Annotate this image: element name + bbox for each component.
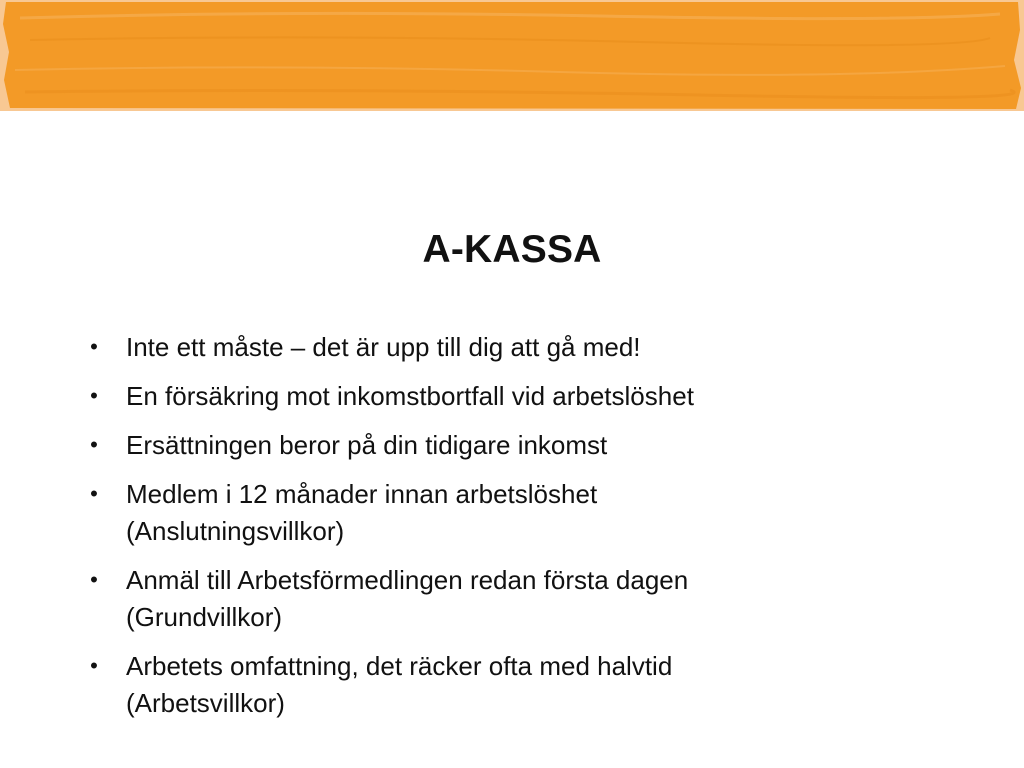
bullet-item xyxy=(0,473,886,552)
bullet-icon: • xyxy=(90,653,98,678)
bullet-text: Medlem i 12 månader innan arbetslöshet xyxy=(126,479,598,509)
bullet-text-continuation: (Arbetsvillkor) xyxy=(126,688,285,718)
bullet-item xyxy=(0,645,886,724)
bullet-text-continuation: (Grundvillkor) xyxy=(126,602,283,632)
bullet-text: Anmäl till Arbetsförmedlingen redan första dagen xyxy=(126,565,689,595)
bullet-list xyxy=(0,326,1024,731)
bullet-text: Ersättningen beror på din tidigare inkomst xyxy=(126,430,608,460)
bullet-icon: • xyxy=(90,334,98,359)
bullet-text: Inte ett måste – det är upp till dig att gå med! xyxy=(126,332,641,362)
bullet-item xyxy=(0,559,886,638)
bullet-item xyxy=(0,375,886,417)
bullet-text: Arbetets omfattning, det räcker ofta med halvtid xyxy=(126,651,673,681)
bullet-text: En försäkring mot inkomstbortfall vid arbetslöshet xyxy=(126,381,694,411)
slide-title: A-KASSA xyxy=(422,228,602,271)
bullet-icon: • xyxy=(90,383,98,408)
bullet-item xyxy=(0,326,886,368)
bullet-icon: • xyxy=(90,481,98,506)
bullet-item xyxy=(0,424,886,466)
bullet-icon: • xyxy=(90,432,98,457)
bullet-text-continuation: (Anslutningsvillkor) xyxy=(126,516,345,546)
bullet-icon: • xyxy=(90,567,98,592)
orange-header-banner xyxy=(0,0,1024,111)
brush-stroke-banner-graphic xyxy=(0,0,1024,111)
